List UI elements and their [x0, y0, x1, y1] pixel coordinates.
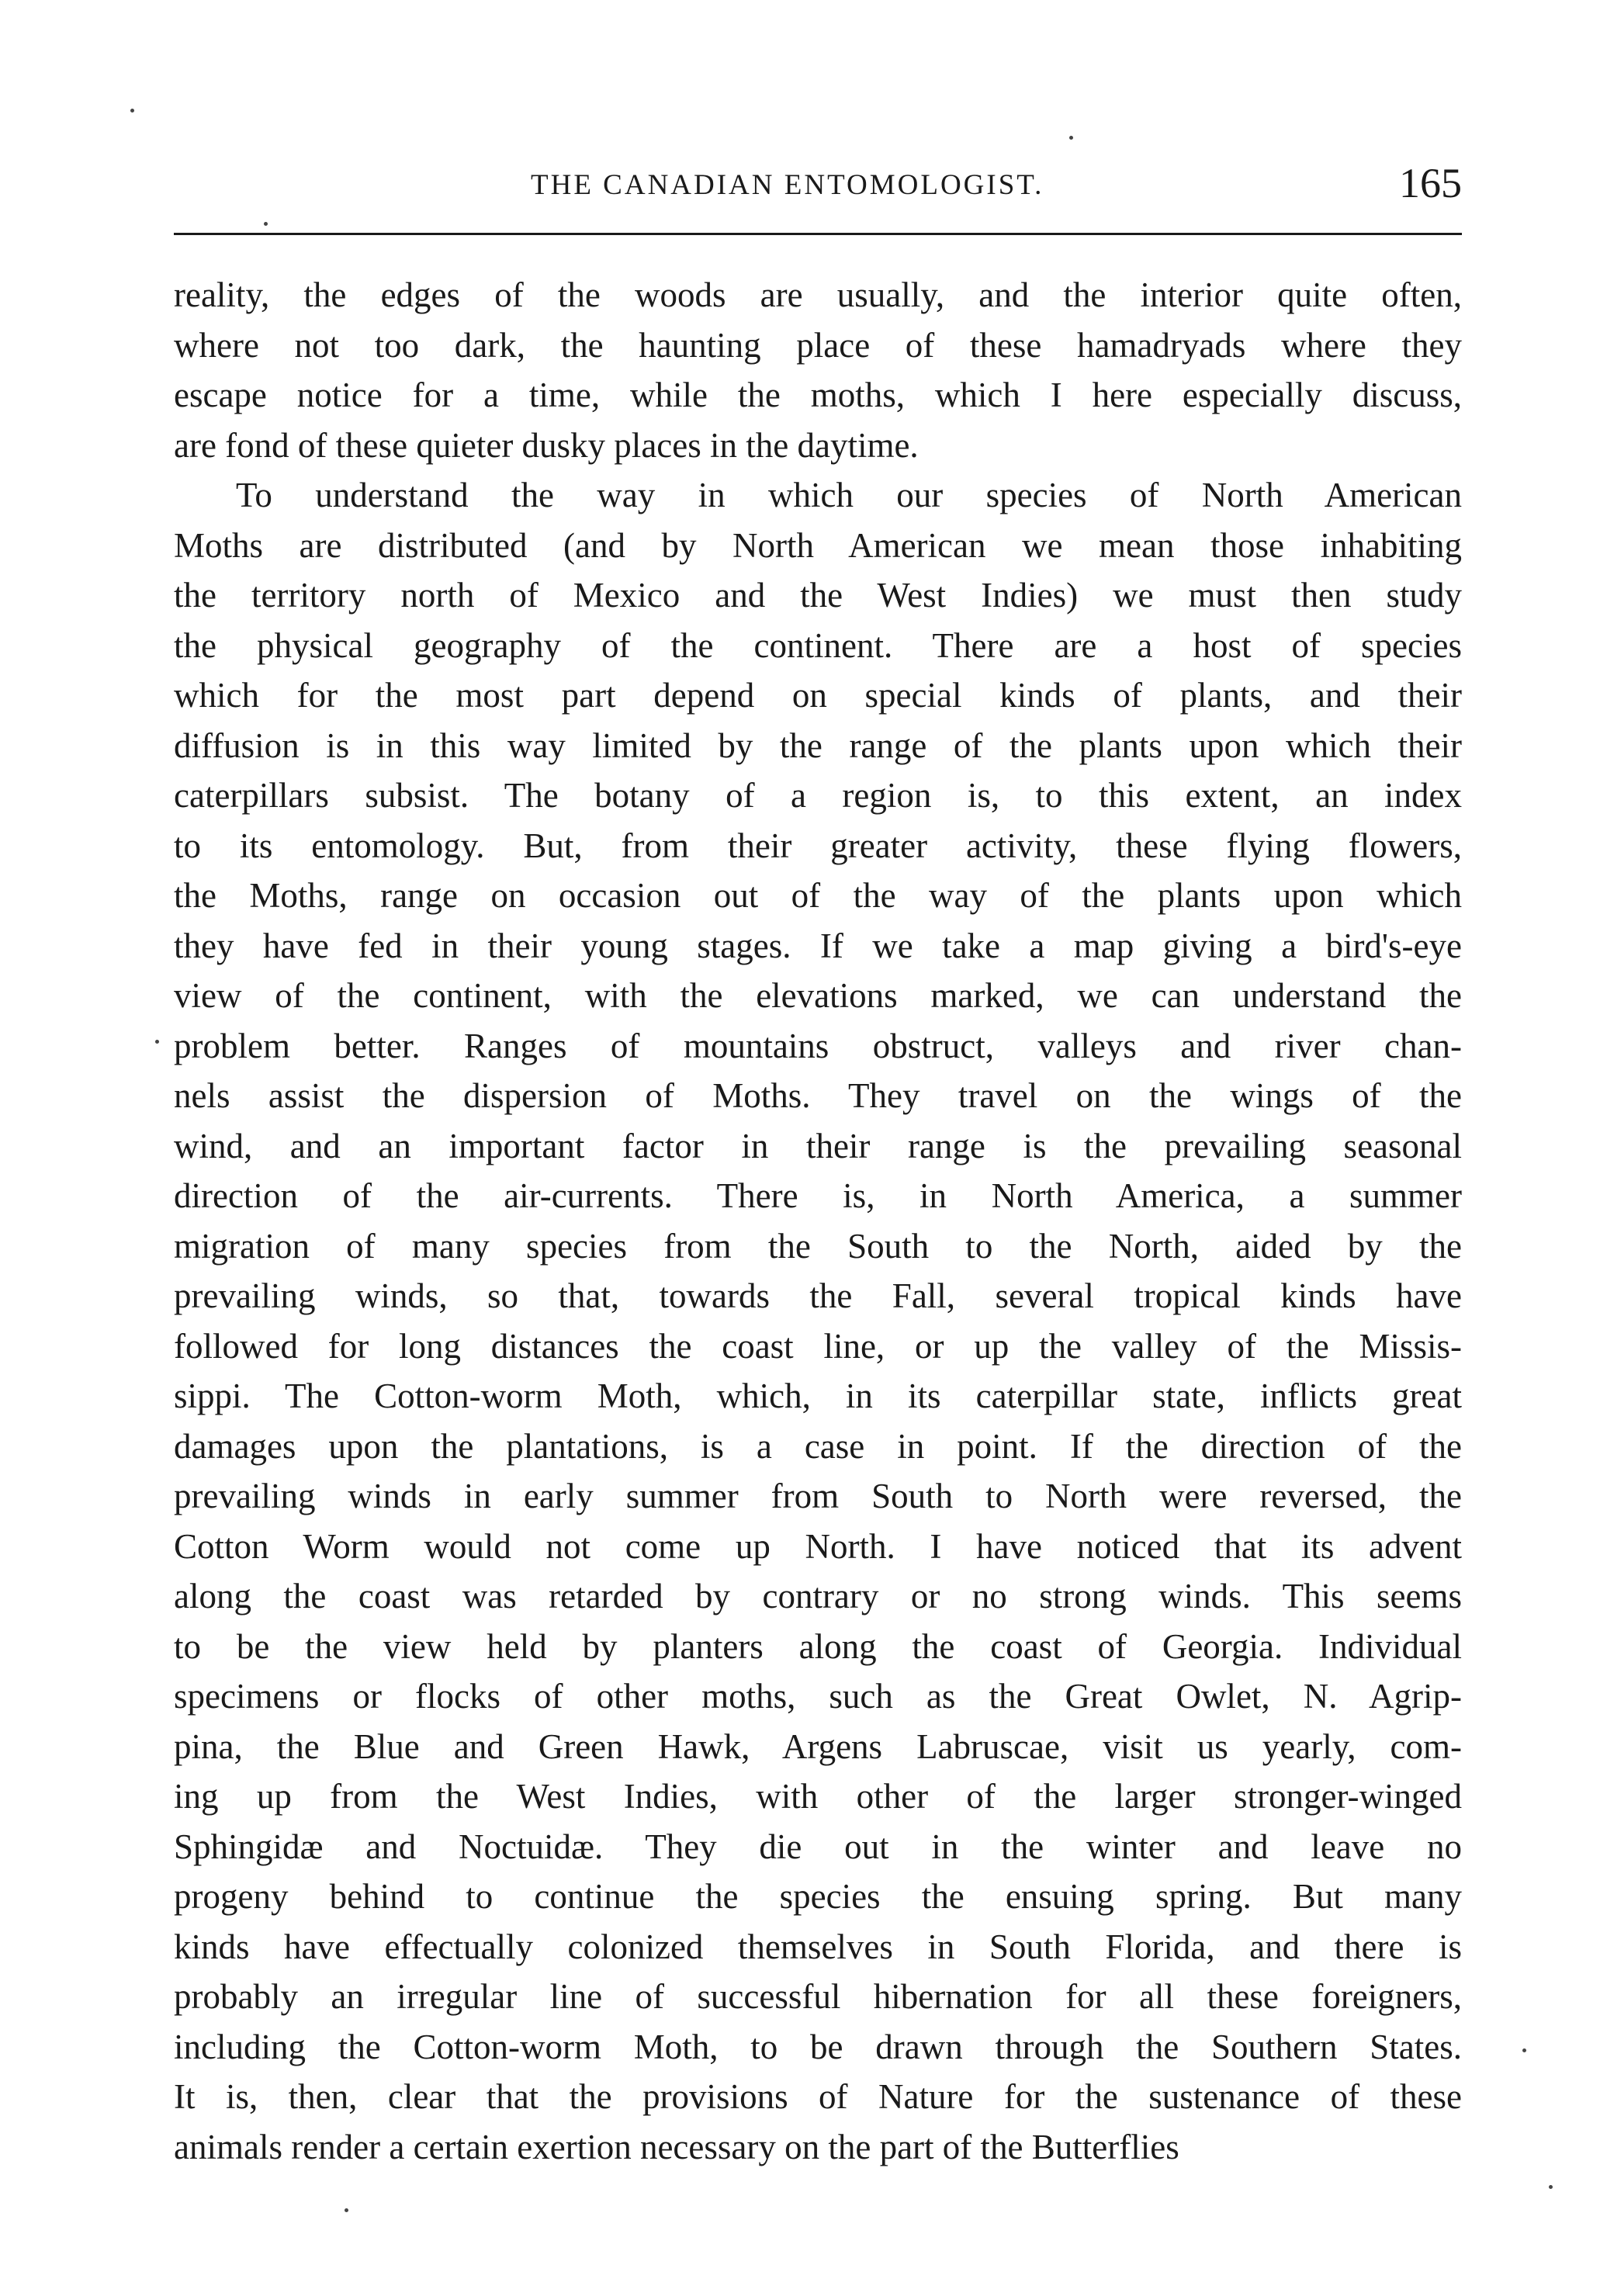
scan-speck: [1069, 136, 1073, 140]
text-line: problem better. Ranges of mountains obstruct, valleys and river chan-: [174, 1026, 1462, 1065]
text-line: reality, the edges of the woods are usually, and the interior quite often,: [174, 275, 1462, 314]
scan-speck: [155, 1040, 159, 1044]
text-line: where not too dark, the haunting place of these hamadryads where they: [174, 325, 1462, 365]
text-line: sippi. The Cotton-worm Moth, which, in its caterpillar state, inflicts great: [174, 1377, 1462, 1415]
text-line: to be the view held by planters along the coast of Georgia. Individual: [174, 1626, 1462, 1666]
page-number: 165: [1399, 160, 1462, 206]
text-line: ing up from the West Indies, with other of the larger stronger-winged: [174, 1777, 1462, 1816]
scan-speck: [130, 109, 134, 113]
running-head: [174, 159, 1462, 221]
text-line: Cotton Worm would not come up North. I have noticed that its advent: [174, 1526, 1462, 1566]
text-line: direction of the air-currents. There is, in North America, a summer: [174, 1176, 1462, 1215]
text-line: view of the continent, with the elevations marked, we can understand the: [174, 976, 1462, 1015]
text-line: It is, then, clear that the provisions of Nature for the sustenance of these: [174, 2077, 1462, 2116]
scan-speck: [345, 2208, 348, 2212]
text-line: which for the most part depend on special kinds of plants, and their: [174, 676, 1462, 715]
text-line: followed for long distances the coast line, or up the valley of the Missis-: [174, 1326, 1462, 1366]
text-line: prevailing winds in early summer from South to North were reversed, the: [174, 1477, 1462, 1515]
text-line: Moths are distributed (and by North American we mean those inhabiting: [174, 525, 1462, 565]
text-line: diffusion is in this way limited by the range of the plants upon which their: [174, 726, 1462, 765]
text-line: nels assist the dispersion of Moths. They travel on the wings of the: [174, 1076, 1462, 1115]
text-line: including the Cotton-worm Moth, to be drawn through the Southern States.: [174, 2027, 1462, 2066]
text-line: the territory north of Mexico and the West Indies) we must then study: [174, 576, 1462, 615]
text-line: animals render a certain exertion necessary on the part of the Butterflies: [174, 2127, 1179, 2166]
text-line: Sphingidæ and Noctuidæ. They die out in the winter and leave no: [174, 1827, 1462, 1866]
text-line: migration of many species from the South to the North, aided by the: [174, 1226, 1462, 1266]
text-line: the Moths, range on occasion out of the way of the plants upon which: [174, 876, 1462, 915]
text-line: to its entomology. But, from their greater activity, these flying flowers,: [174, 826, 1462, 865]
text-line: progeny behind to continue the species the ensuing spring. But many: [174, 1877, 1462, 1916]
text-line: along the coast was retarded by contrary or no strong winds. This seems: [174, 1577, 1462, 1616]
scan-speck: [1549, 2185, 1553, 2189]
scan-speck: [1522, 2048, 1526, 2052]
text-line: damages upon the plantations, is a case in point. If the direction of the: [174, 1426, 1462, 1466]
text-line: kinds have effectually colonized themselves in South Florida, and there is: [174, 1927, 1462, 1966]
body-text: [174, 270, 1462, 2172]
text-line: they have fed in their young stages. If we take a map giving a bird's-eye: [174, 926, 1462, 965]
text-line: pina, the Blue and Green Hawk, Argens Labruscae, visit us yearly, com-: [174, 1726, 1462, 1766]
text-line: the physical geography of the continent. There are a host of species: [174, 625, 1462, 665]
text-line: escape notice for a time, while the moths, which I here especially discuss,: [174, 376, 1462, 414]
text-line: probably an irregular line of successful hibernation for all these foreigners,: [174, 1977, 1462, 2016]
text-line: prevailing winds, so that, towards the Fall, several tropical kinds have: [174, 1276, 1462, 1315]
text-line: To understand the way in which our species of North American: [236, 476, 1462, 514]
text-line: are fond of these quieter dusky places in the daytime.: [174, 425, 919, 465]
scan-speck: [264, 222, 268, 226]
text-line: wind, and an important factor in their range is the prevailing seasonal: [174, 1126, 1462, 1165]
header-rule: [174, 233, 1462, 235]
text-line: specimens or flocks of other moths, such as the Great Owlet, N. Agrip-: [174, 1677, 1462, 1716]
journal-title: THE CANADIAN ENTOMOLOGIST.: [531, 169, 1044, 201]
text-line: caterpillars subsist. The botany of a region is, to this extent, an index: [174, 776, 1462, 815]
